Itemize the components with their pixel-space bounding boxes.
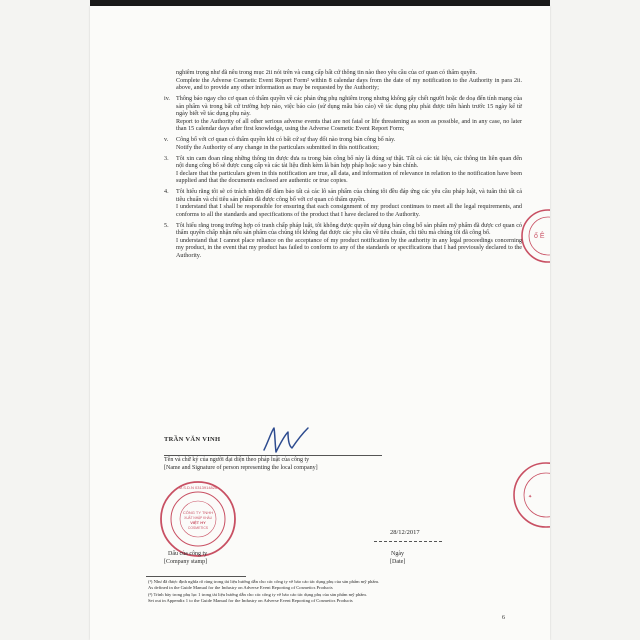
svg-text:XUẤT NHẬP KHẨU: XUẤT NHẬP KHẨU <box>184 516 212 520</box>
paragraph-text: Report to the Authority of all other serious adverse events that are not fatal or life threatening as soon as possible, and in any case, no later than 15 calendar days after first knowledge, using the Adverse Cosmetic Event Report Form; <box>176 118 522 132</box>
numbered-paragraph <box>154 223 522 238</box>
date-caption-vi: Ngày <box>391 551 404 557</box>
document-body <box>154 70 522 260</box>
footnote-2-en: Set out in Appendix 1 to the Guide Manual for the Industry on Adverse Event Reporting of Cosmetics Products <box>148 598 353 603</box>
paragraph <box>154 171 522 186</box>
paragraph-number: 3. <box>164 155 169 162</box>
paragraph-text: I understand that I cannot place reliance on the acceptance of my product notification by the authority in any legal proceedings concerning my product, in the event that my product has failed to conform to any of the standards or specifications that I had previously declared to the Authority. <box>176 237 522 259</box>
numbered-paragraph <box>154 156 522 171</box>
svg-text:✦: ✦ <box>528 494 533 500</box>
edge-stamp-top <box>512 206 550 266</box>
paragraph-number: 5. <box>164 222 169 229</box>
paragraph-number: iv. <box>164 96 170 102</box>
signature-caption-vi: Tên và chữ ký của người đại diện theo pháp luật của công ty <box>164 457 310 463</box>
footnote-rule <box>146 576 246 577</box>
paragraph-text: Notify the Authority of any change in the particulars submitted in this notification; <box>176 144 379 151</box>
svg-text:CÔNG TY TNHH: CÔNG TY TNHH <box>182 510 214 515</box>
signatory-name: TRẦN VĂN VINH <box>164 436 221 443</box>
paragraph-number: v. <box>164 137 169 143</box>
date-line <box>374 541 442 542</box>
stamp-caption-vi: Dấu của công ty <box>168 551 208 557</box>
date-caption-en: [Date] <box>390 559 406 565</box>
signature-caption-en: [Name and Signature of person representing the local company] <box>164 465 318 471</box>
document-page <box>90 6 550 640</box>
signature-line <box>164 455 382 456</box>
paragraph <box>154 204 522 219</box>
paragraph-text: Công bố với cơ quan có thẩm quyền khi có bất cứ sự thay đổi nào trong bản công bố này. <box>176 137 396 143</box>
paragraph <box>154 145 522 153</box>
page-number: 6 <box>502 615 505 621</box>
svg-text:COSMETICS: COSMETICS <box>187 526 209 530</box>
paragraph-text: Tôi hiểu rằng tôi sẽ có trách nhiệm để đảm bảo tất cả các lô sản phẩm của chúng tôi đều đáp ứng các yêu cầu pháp luật, và tuân thủ tất cả tiêu chuẩn và chỉ tiêu sản phẩm đã được công bố với cơ quan có thẩm quyền. <box>176 189 522 203</box>
svg-text:M.S.D.N 0313914826: M.S.D.N 0313914826 <box>178 485 218 490</box>
date-value: 28/12/2017 <box>390 529 420 536</box>
paragraph <box>154 238 522 261</box>
handwritten-signature <box>258 422 310 456</box>
numbered-paragraph <box>154 189 522 204</box>
numbered-paragraph <box>154 96 522 119</box>
paragraph-text: Tôi hiểu rằng trong trường hợp có tranh chấp pháp luật, tôi không được quyền sử dụng bản công bố sản phẩm mỹ phẩm đã được cơ quan có thẩm quyền chấp nhận nếu sản phẩm của chúng tôi không đạt được các yêu cầu về tiêu chuẩn, chỉ tiêu mà chúng tôi đã công bố. <box>176 222 522 236</box>
stamp-caption-en: [Company stamp] <box>164 559 208 565</box>
footnote-1-en: As defined in the Guide Manual for the Industry on Adverse Event Reporting of Cosmetics Products <box>148 585 333 590</box>
paragraph-text: Complete the Adverse Cosmetic Event Report Form² within 8 calendar days from the date of my notification to the Authority in para 2ii. above, and to provide any other information as may be requested by the Authority; <box>176 77 522 91</box>
paragraph <box>154 78 522 93</box>
paragraph <box>154 119 522 134</box>
paragraph-text: nghiêm trọng như đã nêu trong mục 2ii nói trên và cung cấp bất cứ thông tin nào theo yêu cầu của cơ quan có thẩm quyền. <box>176 70 477 76</box>
footnote-2-vi: (²) Trình bày trong phụ lục 1 trong tài liệu hướng dẫn cho các công ty về báo cáo tác dụng phụ của sản phẩm mỹ phẩm. <box>148 592 367 597</box>
numbered-paragraph <box>154 137 522 145</box>
paragraph-text: Tôi xin cam đoan rằng những thông tin được đưa ra trong bản công bố này là đúng sự thật. Tất cả các tài liệu, các thông tin liên quan đến nội dung công bố sẽ được cung cấp và các tài liệu đính kèm là bản hợp pháp hoặc sao y bản chính. <box>176 155 522 169</box>
svg-text:ổ Ê: ổ Ê <box>534 233 545 240</box>
paragraph-text: I understand that I shall be responsible for ensuring that each consignment of my product continues to meet all the legal requirements, and conforms to all the standards and specifications of the product that I have declared to the Authority. <box>176 204 522 218</box>
paragraph-text: Thông báo ngay cho cơ quan có thẩm quyền về các phản ứng phụ nghiêm trọng nhưng không gây chết người hoặc đe doạ đến tính mạng của sản phẩm và trong bất cứ trường hợp nào, việc báo cáo (sử dụng mẫu báo cáo) về tác dụng phụ phải được tiến hành trước 15 ngày kể từ ngày biết về tác dụng phụ này. <box>176 96 522 117</box>
paragraph-text: I declare that the particulars given in this notification are true, all data, and information of relevance in relation to the notification have been supplied and that the documents enclosed are authentic or true copies. <box>176 170 522 184</box>
paragraph <box>154 70 522 78</box>
footnote-1-vi: (¹) Như đã được định nghĩa rõ ràng trong tài liệu hướng dẫn cho các công ty về báo cáo tác dụng phụ của sản phẩm mỹ phẩm. <box>148 579 380 584</box>
company-stamp <box>158 479 238 559</box>
paragraph-number: 4. <box>164 189 169 195</box>
svg-text:VIỆT HY: VIỆT HY <box>190 520 206 525</box>
edge-stamp-bottom <box>504 458 550 532</box>
